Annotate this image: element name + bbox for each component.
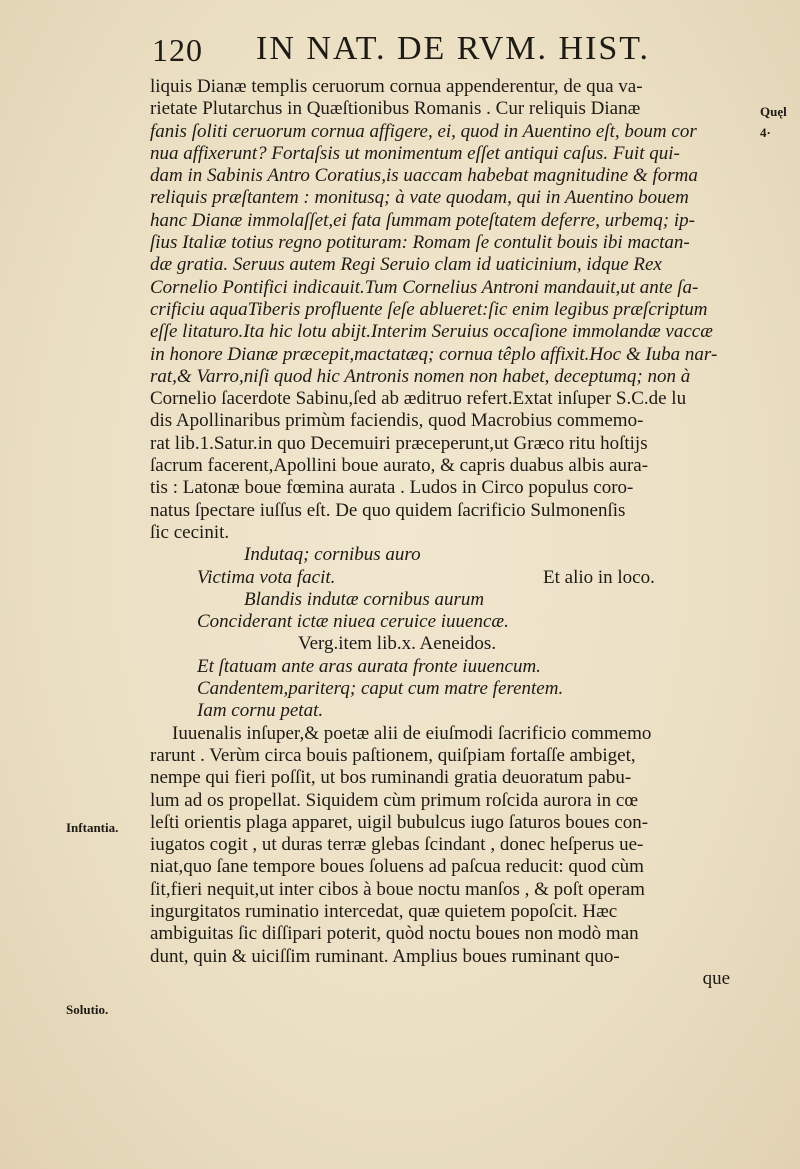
page-header [152, 30, 692, 74]
text-line: ſacrum facerent,Apollini boue aurato, & capris duabus albis aura- [150, 455, 649, 477]
text-line: nua affixerunt? Fortaſsis ut monimentum eſſet antiqui caſus. Fuit qui- [150, 142, 680, 164]
verse-line: Conciderant ictæ niuea ceruice iuuencæ. [197, 611, 509, 633]
text-line: niat,quo ſane tempore boues ſoluens ad paſcua reducit: quod cùm [150, 856, 644, 878]
text-line: dunt, quin & uiciſſim ruminant. Amplius boues ruminant quo- [150, 945, 620, 967]
text-line: Cornelio ſacerdote Sabinu,ſed ab æditruo refert.Extat inſuper S.C.de lu [150, 388, 687, 410]
text-line: in honore Dianæ præcepit,mactatæq; cornua têplo affixit.Hoc & Iuba nar- [150, 343, 718, 365]
text-line: dis Apollinaribus primùm faciendis, quod Macrobius commemo- [150, 410, 644, 432]
margin-note-solutio: Solutio. [66, 1002, 109, 1017]
page-number: 120 [152, 32, 203, 68]
text-line: natus ſpectare iuſſus eſt. De quo quidem ſacrificio Sulmonenſis [150, 499, 626, 521]
verse-line: Et ſtatuam ante aras aurata fronte iuuencum. [197, 655, 541, 677]
verse-line: Iam cornu petat. [197, 700, 324, 722]
text-line: rietate Plutarchus in Quæſtionibus Romanis . Cur reliquis Dianæ [150, 98, 641, 120]
text-line: tis : Latonæ boue fœmina aurata . Ludos in Circo populus coro- [150, 477, 634, 499]
text-line: ambiguitas ſic diſſipari poterit, quòd noctu boues non modò man [150, 923, 639, 945]
text-line: lum ad os propellat. Siquidem cùm primum roſcida aurora in cœ [150, 789, 639, 811]
text-line: leſti orientis plaga apparet, uigil bubulcus iugo ſaturos boues con- [150, 811, 649, 833]
text-line: nempe qui fieri poſſit, ut bos ruminandi gratia deuoratum pabu- [150, 767, 632, 789]
text-line: hanc Dianæ immolaſſet,ei fata ſummam poteſtatem deferre, urbemq; ip- [150, 209, 695, 231]
text-line: ſit,fieri nequit,ut inter cibos à boue noctu manſos , & poſt operam [150, 878, 645, 900]
margin-note-right-number: 4· [760, 125, 771, 140]
text-line: eſſe litaturo.Ita hic lotu abijt.Interim Seruius occaſione immolandæ vaccæ [150, 321, 713, 343]
text-line: reliquis præſtantem : monitusq; à vate quodam, qui in Auentino bouem [150, 187, 689, 209]
catchword: que [702, 967, 730, 989]
verse-aside: Et alio in loco. [543, 566, 655, 588]
verse-line [150, 567, 755, 589]
text-line: ingurgitatos ruminatio intercedat, quæ quietem popoſcit. Hæc [150, 900, 618, 922]
text-line: crificiu aquaTiberis profluente ſeſe ablueret:ſic enim legibus præſcriptum [150, 298, 708, 320]
text-line: rat lib.1.Satur.in quo Decemuiri præceperunt,ut Græco ritu hoſtijs [150, 432, 648, 454]
text-line: Cornelio Pontifici indicauit.Tum Cornelius Antroni mandauit,ut ante ſa- [150, 276, 699, 298]
margin-note-instantia: Inftantia. [66, 820, 119, 835]
body-text [150, 76, 755, 990]
verse-line: Candentem,pariterq; caput cum matre ferentem. [197, 678, 564, 700]
text-line: ſius Italiæ totius regno potituram: Romam ſe contulit bouis ibi mactan- [150, 232, 690, 254]
text-line: ſic cecinit. [150, 521, 230, 543]
verse-text: Victima vota facit. [197, 566, 336, 588]
margin-note-right: Quęl [760, 104, 787, 119]
text-line: dæ gratia. Seruus autem Regi Seruio clam id uaticinium, idque Rex [150, 254, 662, 276]
text-line: iugatos cogit , ut duras terræ glebas ſcindant , donec heſperus ue- [150, 834, 644, 856]
verse-line: Blandis indutæ cornibus aurum [244, 588, 485, 610]
text-line: rarunt . Verùm circa bouis paſtionem, quiſpiam fortaſſe ambiget, [150, 744, 636, 766]
text-line: dam in Sabinis Antro Coratius,is uaccam habebat magnitudine & forma [150, 165, 698, 187]
verse-source: Verg.item lib.x. Aeneidos. [298, 633, 497, 655]
text-line: fanis ſoliti ceruorum cornua affigere, ei, quod in Auentino eſt, boum cor [150, 120, 697, 142]
running-title: IN NAT. DE RVM. HIST. [256, 30, 651, 67]
verse-line: Indutaq; cornibus auro [244, 544, 421, 566]
text-line: Iuuenalis inſuper,& poetæ alii de eiuſmodi ſacrificio commemo [172, 722, 652, 744]
text-line: liquis Dianæ templis ceruorum cornua appenderentur, de qua va- [150, 76, 643, 97]
text-line: rat,& Varro,niſi quod hic Antronis nomen non habet, deceptumq; non à [150, 365, 691, 387]
